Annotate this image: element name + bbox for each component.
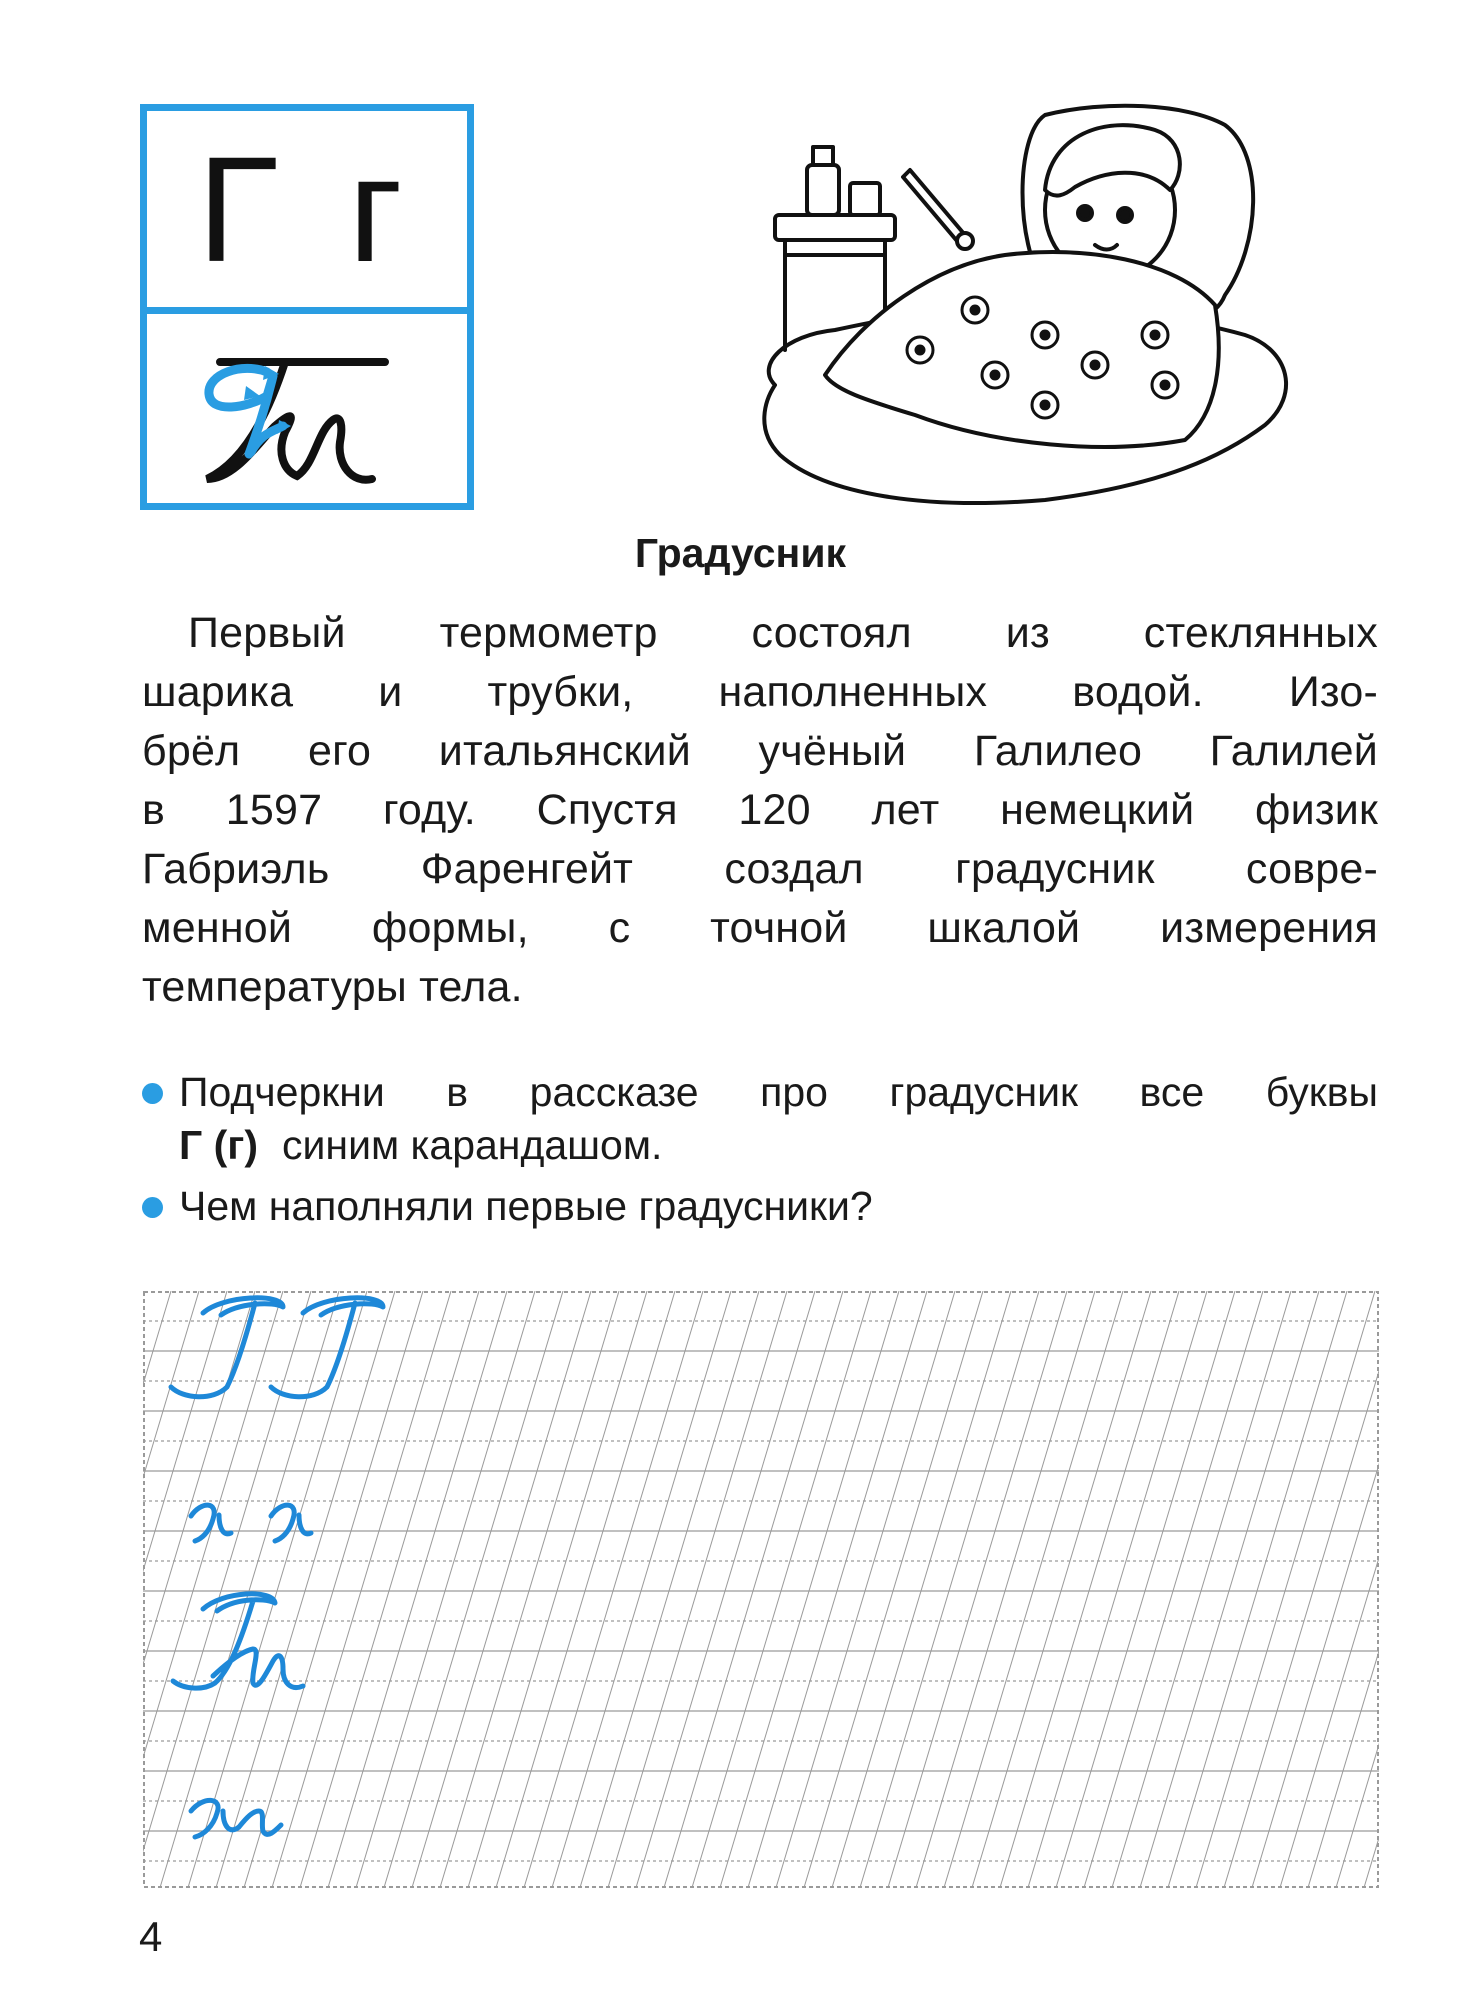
page-number: 4 [139, 1913, 163, 1960]
cursive-g-black-stroke [207, 362, 385, 480]
story-line: брёл его итальянский учёный Галилео Галилей [142, 727, 1378, 775]
story-line: Габриэль Фаренгейт создал градусник совре- [142, 845, 1378, 893]
task-line [179, 1119, 1378, 1172]
story-text [142, 604, 1378, 1017]
task-list [142, 1066, 1378, 1233]
bottle-cap [813, 147, 833, 165]
sample-lowercase-g-2 [271, 1505, 311, 1541]
grid-slant-line [1280, 1291, 1379, 1888]
nightstand [775, 215, 895, 240]
task-text: синим карандашом. [282, 1122, 663, 1168]
boy-eye-left [1078, 206, 1092, 220]
bullet-dot-icon [142, 1197, 163, 1218]
cup [850, 183, 880, 215]
sample-capital-g-2 [271, 1298, 383, 1397]
story-line: шарика и трубки, наполненных водой. Изо- [142, 668, 1378, 716]
story-title: Градусник [634, 530, 847, 576]
sick-boy-in-bed-icon [745, 95, 1305, 515]
task-underline-letters [142, 1066, 1378, 1172]
story-line: в 1597 году. Спустя 120 лет немецкий физик [142, 786, 1378, 834]
grid-slant-line [1364, 1291, 1379, 1888]
story-line: температуры тела. [142, 963, 523, 1011]
thermometer-bulb [957, 233, 973, 249]
bold-letters: Г (г) [179, 1122, 259, 1168]
letter-card [140, 104, 474, 510]
bullet-dot-icon [142, 1083, 163, 1104]
copybook-grid [143, 1291, 1379, 1888]
sample-lowercase-g-1 [191, 1505, 231, 1541]
story-line: Первый термометр состоял из стеклянных [188, 609, 1378, 657]
task-line: Чем наполняли первые градусники? [179, 1183, 873, 1229]
printed-letters: Г г [197, 125, 417, 293]
task-line: Подчеркни в рассказе про градусник все буквы [179, 1069, 1378, 1115]
story-line: менной формы, с точной шкалой измерения [142, 904, 1378, 952]
cursive-g-letter-icon [147, 314, 467, 504]
thermometer [903, 170, 965, 241]
boy-eye-right [1118, 208, 1132, 222]
task-question [142, 1180, 1378, 1233]
card-divider [147, 307, 467, 314]
sample-letters [171, 1298, 383, 1837]
sample-capital-g-joined [173, 1594, 303, 1688]
bottle [807, 165, 839, 215]
